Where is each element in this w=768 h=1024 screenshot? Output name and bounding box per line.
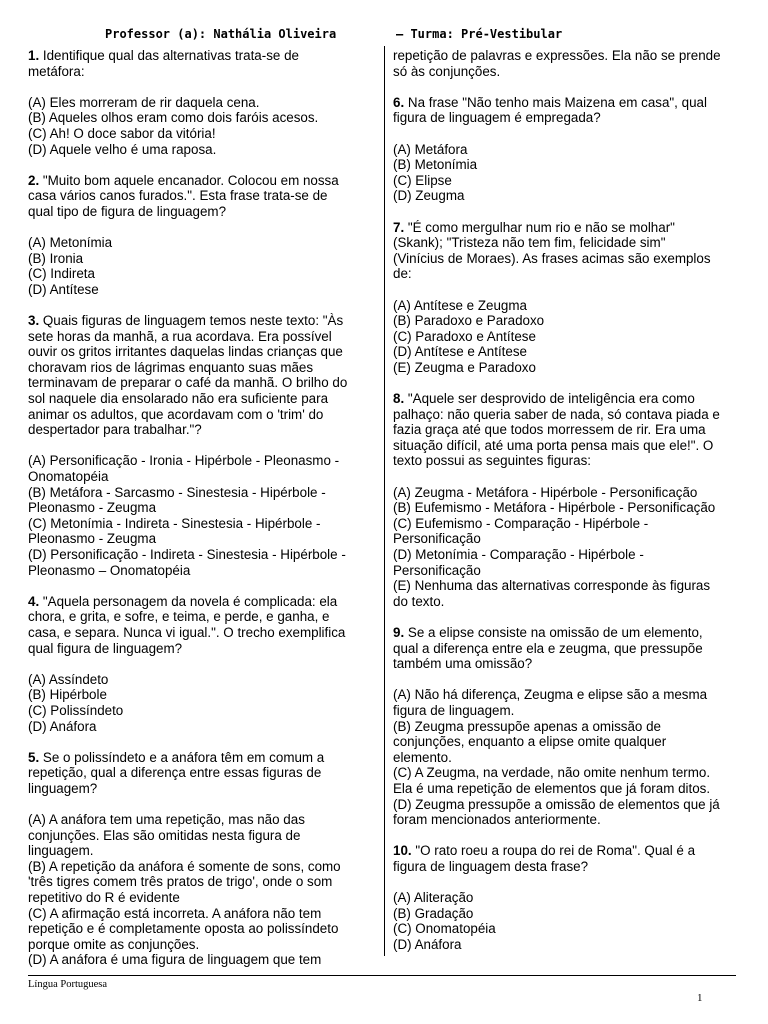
text-block: [28, 313, 378, 438]
line-text: (D) Zeugma pressupõe a omissão de elementos que já: [393, 796, 720, 812]
text-line: [393, 734, 743, 750]
line-text: terminavam de preparar o café da manhã. O brilho do: [28, 375, 348, 391]
text-line: [28, 344, 378, 360]
text-line: [393, 220, 743, 236]
line-text: (D) Antítese: [28, 281, 99, 297]
text-line: [28, 251, 378, 267]
text-line: [28, 126, 378, 142]
line-text: também uma omissão?: [393, 656, 533, 672]
right-column: [393, 48, 743, 968]
line-text: Pleonasmo - Zeugma: [28, 531, 157, 547]
text-block: [393, 298, 743, 376]
text-line: [28, 313, 378, 329]
header-turma: – Turma: Pré-Vestibular: [396, 27, 563, 41]
text-line: [393, 407, 743, 423]
line-text: "Muito bom aquele encanador. Colocou em nossa: [39, 172, 339, 188]
line-text: (D) Antítese e Antítese: [393, 344, 527, 360]
line-text: (A) Personificação - Ironia - Hipérbole - Pleonasmo -: [28, 453, 340, 469]
text-block: [393, 142, 743, 204]
line-text: (B) Ironia: [28, 250, 84, 266]
text-line: [393, 344, 743, 360]
text-line: [28, 672, 378, 688]
line-text: Ela é uma repetição de elementos que já foram ditos.: [393, 780, 711, 796]
line-text: figura de linguagem é empregada?: [393, 110, 601, 126]
line-text: "É como mergulhar num rio e não se molhar": [404, 219, 675, 235]
line-text: casa, e separa. Nunca vi igual.". O trecho exemplifica: [28, 624, 346, 640]
line-text: qual tipo de figura de linguagem?: [28, 203, 227, 219]
text-line: [393, 781, 743, 797]
text-block: [28, 594, 378, 656]
question-number: 2.: [28, 172, 40, 188]
line-text: palhaço: não queria saber de nada, só contava piada e: [393, 406, 720, 422]
text-line: [393, 750, 743, 766]
page-number: 1: [697, 992, 703, 1004]
text-line: [393, 360, 743, 376]
text-line: [393, 173, 743, 189]
line-text: (C) Metonímia - Indireta - Sinestesia - Hipérbole -: [28, 515, 321, 531]
text-line: [28, 391, 378, 407]
line-text: Personificação: [393, 531, 481, 547]
line-text: "O rato roeu a roupa do rei de Roma". Qual é a: [411, 843, 696, 859]
text-line: [393, 921, 743, 937]
line-text: metáfora:: [28, 63, 85, 79]
line-text: Na frase "Não tenho mais Maizena em casa", qual: [404, 94, 707, 110]
line-text: (D) A anáfora é uma figura de linguagem que tem: [28, 952, 322, 968]
text-block: [28, 48, 378, 79]
text-line: [28, 859, 378, 875]
line-text: Pleonasmo – Onomatopéia: [28, 562, 191, 578]
text-line: [28, 531, 378, 547]
text-block: [393, 95, 743, 126]
text-block: [28, 235, 378, 297]
text-line: [393, 266, 743, 282]
question-number: 6.: [393, 94, 405, 110]
line-text: (A) Assíndeto: [28, 671, 109, 687]
text-block: [393, 485, 743, 610]
line-text: sol naquele dia ensolarado não era suficiente para: [28, 391, 329, 407]
column-divider: [384, 46, 385, 956]
line-text: figura de linguagem desta frase?: [393, 858, 589, 874]
text-line: [393, 313, 743, 329]
header-professor: Professor (a): Nathália Oliveira: [105, 27, 337, 41]
text-line: [393, 859, 743, 875]
text-line: [393, 687, 743, 703]
text-block: [393, 843, 743, 874]
question-number: 1.: [28, 48, 40, 63]
text-line: [393, 485, 743, 501]
text-line: [28, 843, 378, 859]
text-line: [28, 750, 378, 766]
text-line: [28, 812, 378, 828]
footer-subject: Língua Portuguesa: [28, 979, 108, 990]
line-text: (B) Metáfora - Sarcasmo - Sinestesia - Hipérbole -: [28, 484, 326, 500]
text-line: [28, 703, 378, 719]
line-text: texto possui as seguintes figuras:: [393, 453, 591, 469]
line-text: animar os adultos, que acordavam com o 'trim' do: [28, 406, 324, 422]
text-block: [28, 453, 378, 578]
line-text: (E) Nenhuma das alternativas corresponde às figuras: [393, 578, 711, 594]
question-number: 8.: [393, 391, 405, 407]
line-text: (B) Zeugma pressupõe apenas a omissão de: [393, 718, 661, 734]
line-text: porque omite as conjunções.: [28, 936, 200, 952]
text-line: [393, 719, 743, 735]
text-line: [28, 594, 378, 610]
text-line: [393, 843, 743, 859]
line-text: 'três tigres comem três pratos de trigo', onde o som: [28, 874, 333, 890]
text-line: [28, 48, 378, 64]
text-line: [28, 266, 378, 282]
text-line: [393, 391, 743, 407]
text-line: [393, 453, 743, 469]
line-text: Se o polissíndeto e a anáfora têm em comum a: [39, 749, 325, 765]
line-text: conjunções. Elas são omitidas nesta figura de: [28, 827, 301, 843]
text-block: [28, 750, 378, 797]
line-text: (C) Paradoxo e Antítese: [393, 328, 536, 344]
line-text: Pleonasmo - Zeugma: [28, 500, 157, 516]
text-block: [393, 687, 743, 827]
text-block: [393, 625, 743, 672]
text-line: [28, 235, 378, 251]
text-line: [28, 282, 378, 298]
left-column: [28, 48, 378, 984]
text-line: [28, 547, 378, 563]
text-line: [28, 375, 378, 391]
text-line: [28, 422, 378, 438]
text-line: [393, 937, 743, 953]
line-text: (C) Polissíndeto: [28, 702, 124, 718]
text-line: [393, 594, 743, 610]
text-line: [28, 890, 378, 906]
line-text: (D) Aquele velho é uma raposa.: [28, 141, 217, 157]
text-block: [393, 48, 743, 79]
text-line: [393, 812, 743, 828]
question-number: 7.: [393, 219, 405, 235]
text-line: [28, 469, 378, 485]
line-text: figura de linguagem.: [393, 702, 515, 718]
line-text: (B) Hipérbole: [28, 687, 107, 703]
text-line: [28, 719, 378, 735]
text-line: [28, 453, 378, 469]
text-line: [28, 921, 378, 937]
line-text: (A) Zeugma - Metáfora - Hipérbole - Personificação: [393, 484, 698, 500]
line-text: (D) Zeugma: [393, 188, 465, 204]
line-text: (C) Ah! O doce sabor da vitória!: [28, 125, 216, 141]
text-block: [28, 173, 378, 220]
line-text: (C) Onomatopéia: [393, 921, 496, 937]
line-text: (C) Elipse: [393, 172, 452, 188]
line-text: Quais figuras de linguagem temos neste texto: "Às: [39, 313, 344, 329]
text-line: [393, 641, 743, 657]
text-line: [28, 500, 378, 516]
text-line: [28, 687, 378, 703]
line-text: Personificação: [393, 562, 481, 578]
text-line: [393, 656, 743, 672]
text-line: [28, 64, 378, 80]
text-line: [28, 874, 378, 890]
text-line: [393, 157, 743, 173]
line-text: (D) Personificação - Indireta - Sinestesia - Hipérbole -: [28, 547, 346, 562]
line-text: "Aquele ser desprovido de inteligência era como: [404, 391, 695, 407]
text-line: [28, 952, 378, 968]
text-line: [393, 422, 743, 438]
text-line: [28, 407, 378, 423]
text-line: [28, 937, 378, 953]
line-text: (Vinícius de Moraes). As frases acimas são exemplos: [393, 250, 711, 266]
line-text: (A) Aliteração: [393, 890, 474, 906]
text-line: [28, 625, 378, 641]
line-text: (E) Zeugma e Paradoxo: [393, 359, 536, 375]
text-line: [393, 765, 743, 781]
line-text: só às conjunções.: [393, 63, 501, 79]
text-line: [393, 703, 743, 719]
line-text: repetitivo do R é evidente: [28, 890, 180, 906]
line-text: "Aquela personagem da novela é complicada: ela: [39, 593, 338, 609]
line-text: (C) Eufemismo - Comparação - Hipérbole -: [393, 515, 649, 531]
line-text: (C) A Zeugma, na verdade, não omite nenhum termo.: [393, 765, 711, 781]
line-text: sete horas da manhã, a rua acordava. Era possível: [28, 328, 332, 344]
line-text: (A) Antítese e Zeugma: [393, 297, 527, 313]
line-text: (D) Anáfora: [393, 936, 462, 952]
line-text: (D) Anáfora: [28, 718, 97, 734]
line-text: linguagem.: [28, 843, 94, 859]
text-line: [393, 438, 743, 454]
text-line: [28, 609, 378, 625]
text-line: [28, 485, 378, 501]
text-line: [393, 797, 743, 813]
text-line: [393, 110, 743, 126]
line-text: qual figura de linguagem?: [28, 640, 183, 656]
line-text: repetição de palavras e expressões. Ela não se prende: [393, 48, 721, 63]
text-line: [28, 188, 378, 204]
line-text: (C) A afirmação está incorreta. A anáfora não tem: [28, 905, 322, 921]
text-line: [28, 360, 378, 376]
line-text: Identifique qual das alternativas trata-se de: [39, 48, 299, 63]
line-text: (D) Metonímia - Comparação - Hipérbole -: [393, 547, 644, 562]
text-line: [28, 641, 378, 657]
line-text: despertador para trabalhar."?: [28, 422, 202, 438]
line-text: fazia graça até que todos morressem de rir. Era uma: [393, 422, 706, 438]
text-line: [28, 765, 378, 781]
text-line: [28, 516, 378, 532]
line-text: (A) A anáfora tem uma repetição, mas não das: [28, 812, 305, 828]
text-block: [393, 391, 743, 469]
text-block: [28, 672, 378, 734]
line-text: chora, e grita, e sofre, e teima, e perde, e ganha, e: [28, 609, 330, 625]
text-line: [393, 64, 743, 80]
line-text: de:: [393, 266, 412, 282]
line-text: (A) Metáfora: [393, 141, 468, 157]
text-line: [393, 516, 743, 532]
line-text: repetição, qual a diferença entre essas figuras de: [28, 765, 322, 781]
line-text: (B) Eufemismo - Metáfora - Hipérbole - Personificação: [393, 500, 716, 516]
text-line: [393, 188, 743, 204]
line-text: (A) Não há diferença, Zeugma e elipse são a mesma: [393, 687, 708, 703]
text-block: [393, 890, 743, 952]
text-line: [28, 906, 378, 922]
text-line: [393, 251, 743, 267]
line-text: (B) Aqueles olhos eram como dois faróis acesos.: [28, 110, 319, 126]
line-text: qual a diferença entre ela e zeugma, que pressupõe: [393, 640, 703, 656]
line-text: (A) Metonímia: [28, 235, 113, 251]
question-number: 9.: [393, 624, 405, 640]
line-text: repetição e é completamente oposta ao polissíndeto: [28, 921, 339, 937]
text-line: [28, 142, 378, 158]
text-block: [28, 812, 378, 968]
line-text: foram mencionados anteriormente.: [393, 812, 601, 828]
line-text: situação difícil, até uma porta pensa mais que ele!". O: [393, 437, 714, 453]
line-text: (A) Eles morreram de rir daquela cena.: [28, 94, 260, 110]
line-text: (C) Indireta: [28, 266, 95, 282]
line-text: (B) Gradação: [393, 905, 474, 921]
text-line: [393, 142, 743, 158]
text-line: [28, 204, 378, 220]
text-line: [393, 563, 743, 579]
text-line: [393, 48, 743, 64]
text-line: [393, 500, 743, 516]
text-line: [393, 235, 743, 251]
text-line: [393, 578, 743, 594]
text-block: [393, 220, 743, 282]
text-line: [28, 828, 378, 844]
text-line: [393, 625, 743, 641]
line-text: (B) Paradoxo e Paradoxo: [393, 313, 545, 329]
text-line: [28, 781, 378, 797]
text-line: [393, 531, 743, 547]
line-text: choravam rios de lágrimas enquanto suas mães: [28, 359, 314, 375]
line-text: do texto.: [393, 593, 445, 609]
line-text: Se a elipse consiste na omissão de um elemento,: [404, 624, 703, 640]
line-text: linguagem?: [28, 780, 98, 796]
text-block: [28, 95, 378, 157]
text-line: [393, 329, 743, 345]
text-line: [28, 173, 378, 189]
text-line: [393, 298, 743, 314]
question-number: 5.: [28, 749, 40, 765]
text-line: [393, 890, 743, 906]
line-text: ouvir os gritos irritantes daquelas lindas crianças que: [28, 344, 343, 360]
line-text: casa vários canos furados.". Esta frase trata-se de: [28, 188, 328, 204]
text-line: [28, 110, 378, 126]
line-text: (B) Metonímia: [393, 157, 478, 173]
line-text: elemento.: [393, 749, 452, 765]
text-line: [28, 329, 378, 345]
text-line: [28, 95, 378, 111]
question-number: 3.: [28, 313, 40, 329]
line-text: conjunções, enquanto a elipse omite qualquer: [393, 734, 667, 750]
text-line: [393, 95, 743, 111]
text-line: [393, 906, 743, 922]
text-line: [28, 563, 378, 579]
line-text: (Skank); "Tristeza não tem fim, felicidade sim": [393, 235, 666, 251]
line-text: Onomatopéia: [28, 469, 109, 485]
question-number: 4.: [28, 593, 40, 609]
question-number: 10.: [393, 843, 412, 859]
text-line: [393, 547, 743, 563]
footer-rule: [28, 975, 736, 976]
line-text: (B) A repetição da anáfora é somente de sons, como: [28, 858, 341, 874]
